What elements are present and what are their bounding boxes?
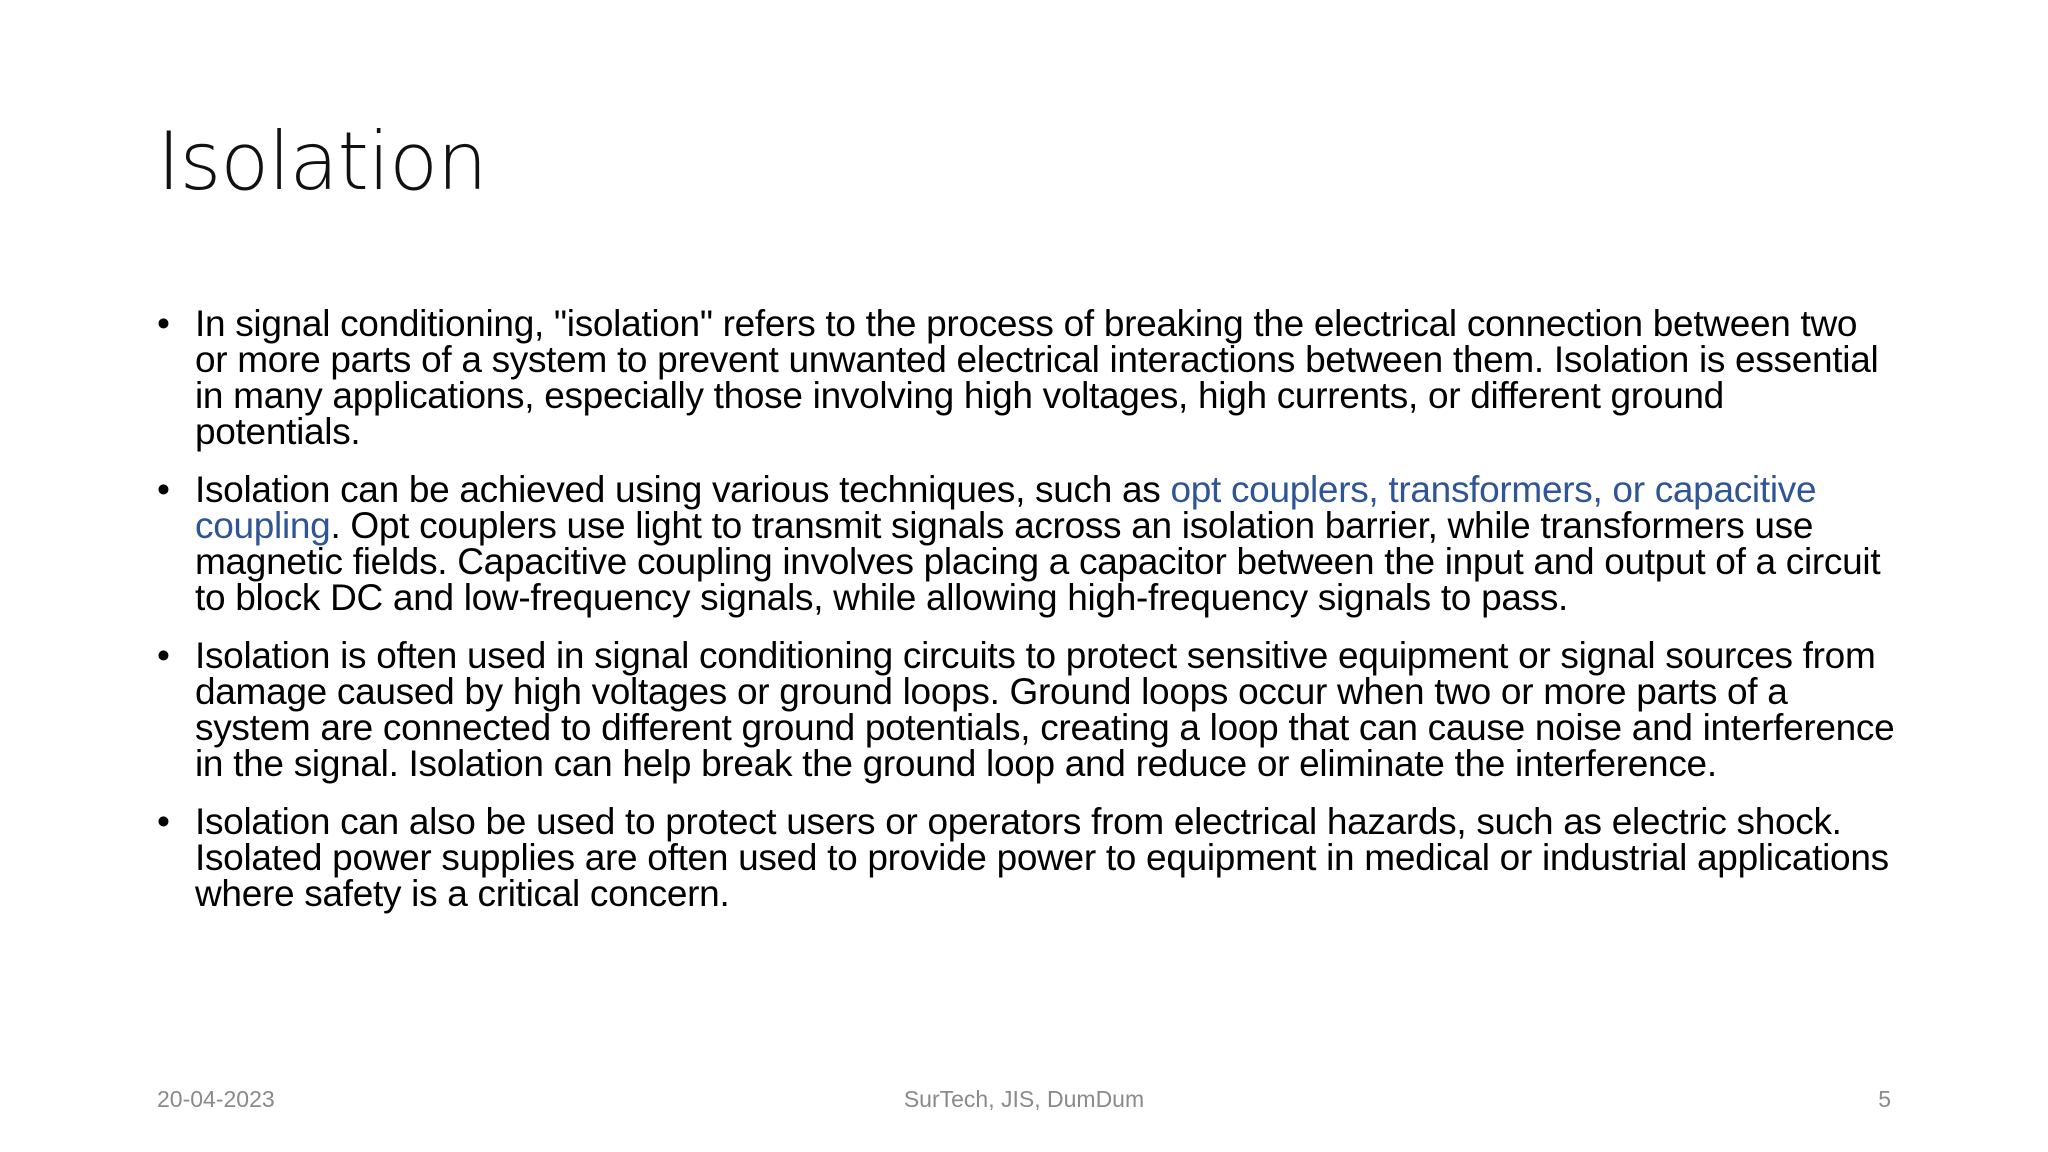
bullet-icon: • (157, 469, 170, 510)
bullet-text: Isolation can also be used to protect users or operators from electrical hazards, such as electric shock. Isolated power supplies are often used to provide power to equipment in medical or industrial applications where safety is a critical concern. (195, 801, 1889, 914)
bullet-text: . Opt couplers use light to transmit signals across an isolation barrier, while transformers use magnetic fields. Capacitive coupling involves placing a capacitor between the input and output of a circuit to block DC and low-frequency signals, while allowing high-frequency signals to pass. (195, 505, 1881, 618)
highlighted-text: opt couplers, transformers, or capacitive coupling (195, 469, 1817, 546)
bullet-text: In signal conditioning, "isolation" refers to the process of breaking the electrical connection between two or more parts of a system to prevent unwanted electrical interactions between them. Isolation is essential in many applications, especially those involving high voltages, high currents, or different ground potentials. (195, 303, 1879, 452)
bullet-item (157, 303, 1897, 452)
page-number: 5 (1878, 1086, 1891, 1112)
bullet-text: Isolation can be achieved using various techniques, such as (195, 469, 1171, 510)
bullet-item (157, 801, 1897, 914)
bullet-icon: • (157, 303, 170, 344)
bullet-icon: • (157, 801, 170, 842)
slide-title: Isolation (157, 115, 487, 208)
bullet-text: Isolation is often used in signal conditioning circuits to protect sensitive equipment or signal sources from damage caused by high voltages or ground loops. Ground loops occur when two or more parts of a system are connected to different ground potentials, creating a loop that can cause noise and interference in the signal. Isolation can help break the ground loop and reduce or eliminate the interference. (195, 635, 1895, 784)
bullet-item (157, 635, 1897, 784)
bullet-item (157, 469, 1897, 618)
slide-body (157, 303, 1897, 934)
footer-center-text: SurTech, JIS, DumDum (903, 1086, 1145, 1112)
footer-date: 20-04-2023 (157, 1086, 275, 1112)
bullet-icon: • (157, 635, 170, 676)
